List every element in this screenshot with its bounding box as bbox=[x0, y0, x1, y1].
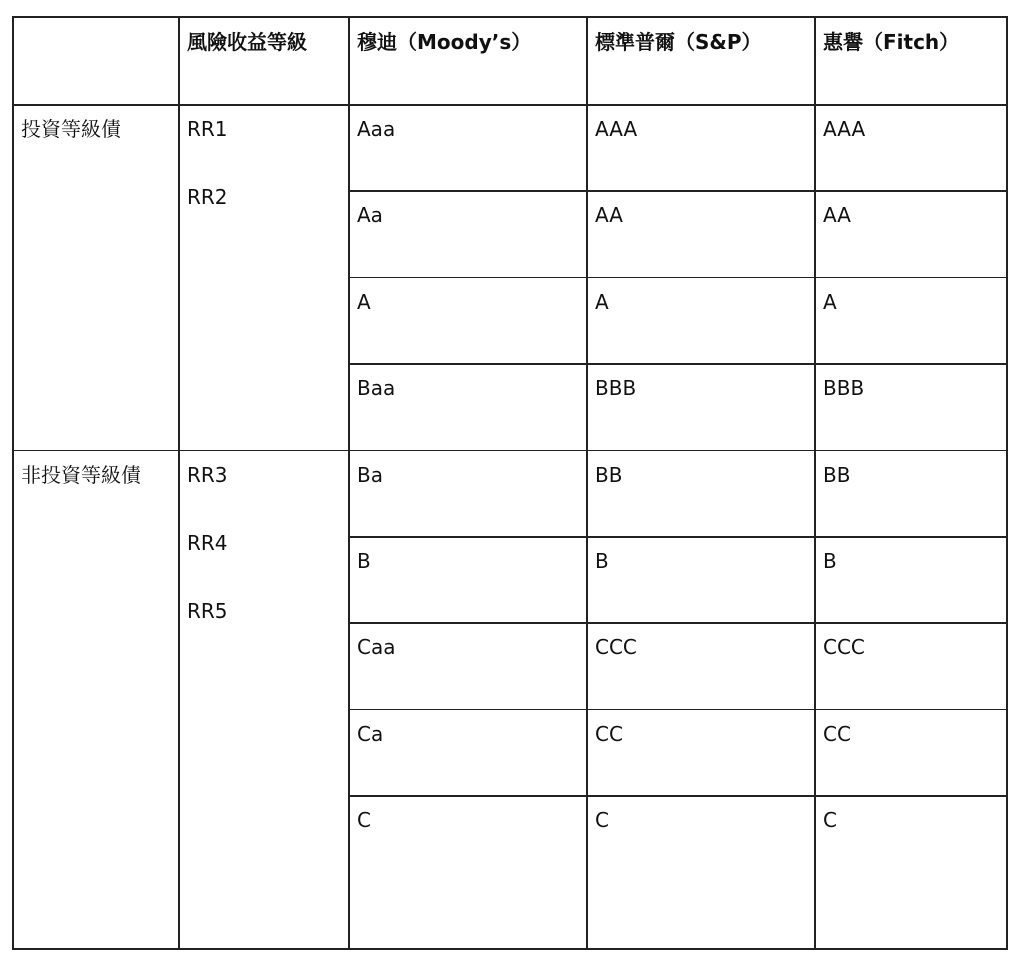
table-border-bottom bbox=[12, 948, 1008, 950]
header-fitch: 惠譽（Fitch） bbox=[823, 30, 960, 54]
fitch-rating: AAA bbox=[823, 117, 866, 141]
sp-rating: BB bbox=[595, 462, 623, 487]
table-border-left bbox=[12, 16, 14, 950]
sp-rating: AA bbox=[595, 203, 623, 228]
risk-level-label: RR3 bbox=[187, 462, 228, 487]
fitch-rating: CC bbox=[823, 721, 851, 746]
group-separator bbox=[12, 450, 1008, 452]
moodys-rating: C bbox=[357, 808, 371, 833]
group-label: 投資等級債 bbox=[21, 117, 121, 141]
row-separator bbox=[348, 277, 1008, 279]
fitch-rating: B bbox=[823, 549, 837, 573]
sp-rating: CC bbox=[595, 721, 623, 746]
risk-level-label: RR1 bbox=[187, 117, 228, 141]
sp-rating: BBB bbox=[595, 376, 637, 401]
fitch-rating: A bbox=[823, 289, 837, 314]
row-separator bbox=[348, 363, 1008, 365]
header-separator bbox=[12, 104, 1008, 106]
sp-rating: AAA bbox=[595, 117, 638, 141]
header-risk-level: 風險收益等級 bbox=[187, 30, 307, 54]
group-label: 非投資等級債 bbox=[21, 462, 141, 487]
moodys-rating: Caa bbox=[357, 635, 396, 660]
moodys-rating: Ca bbox=[357, 721, 384, 746]
table-border-top bbox=[12, 16, 1008, 18]
fitch-rating: C bbox=[823, 808, 837, 833]
moodys-rating: Ba bbox=[357, 462, 383, 487]
fitch-rating: BB bbox=[823, 462, 851, 487]
sp-rating: CCC bbox=[595, 635, 637, 660]
sp-rating: A bbox=[595, 289, 609, 314]
header-moodys: 穆迪（Moody’s） bbox=[357, 30, 532, 54]
sp-rating: C bbox=[595, 808, 609, 833]
fitch-rating: AA bbox=[823, 203, 851, 228]
risk-level-label: RR4 bbox=[187, 530, 228, 555]
column-separator bbox=[348, 16, 350, 950]
moodys-rating: A bbox=[357, 289, 371, 314]
table-border-right bbox=[1006, 16, 1008, 950]
fitch-rating: BBB bbox=[823, 376, 865, 401]
risk-level-label: RR5 bbox=[187, 598, 228, 623]
column-separator bbox=[178, 16, 180, 950]
moodys-rating: Baa bbox=[357, 376, 396, 401]
moodys-rating: B bbox=[357, 549, 371, 573]
row-separator bbox=[348, 536, 1008, 538]
credit-rating-table bbox=[12, 16, 1008, 950]
column-separator bbox=[814, 16, 816, 950]
fitch-rating: CCC bbox=[823, 635, 865, 660]
header-sp: 標準普爾（S&P） bbox=[595, 30, 762, 54]
risk-level-label: RR2 bbox=[187, 185, 228, 209]
row-separator bbox=[348, 622, 1008, 624]
row-separator bbox=[348, 795, 1008, 797]
moodys-rating: Aaa bbox=[357, 117, 396, 141]
moodys-rating: Aa bbox=[357, 203, 383, 228]
row-separator bbox=[348, 190, 1008, 192]
row-separator bbox=[348, 709, 1008, 711]
column-separator bbox=[586, 16, 588, 950]
sp-rating: B bbox=[595, 549, 609, 573]
